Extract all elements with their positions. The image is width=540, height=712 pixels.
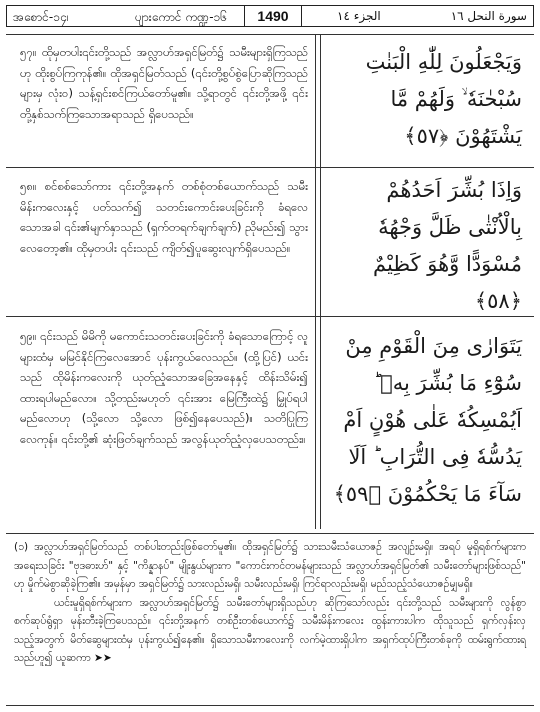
verse-table	[6, 34, 534, 529]
footnote-paragraph: ယင်းမူရှိရစ်က်များက အလ္လာဟ်အရှင်မြတ်၌ သမီးတော်များရှိသည်ဟု ဆိုကြသော်လည်း ၎င်းတို့သည် သမီးများကို လွန်စွာ စက်ဆုပ်ရွံရှာ မုန်းတီးခဲ့ကြပေသည်။ ၎င်းတို့အနက် တစ်ဦးတစ်ယောက်၌ သမီးမိန်းကလေး ထွန်းကားပါက ထိုသူသည် ရှက်လှန်းလှသည့်အတွက် မိတ်ဆွေများထံမှ ပုန်းကွယ်၍နေ၏။ ရှိသောသမီးကလေးကို လက်မဲ့ထားရှိပါက အရှက်ထုပ်ကြီးတစ်ခုကို ထမ်းရွက်ထားရသည်ဟူ၍ ယူဆကာ ➤➤	[14, 596, 526, 664]
footnote-separator	[6, 533, 534, 534]
page-bottom-border	[6, 705, 534, 706]
juz-label: الجزء ١٤	[337, 9, 381, 23]
column-divider-inner	[320, 34, 321, 529]
series-label: အစောင်-၁၄၊	[13, 10, 69, 24]
surah-label: سورة النحل ١٦	[450, 9, 527, 23]
row-divider	[6, 316, 534, 317]
column-divider	[315, 34, 316, 529]
page-number: 1490	[244, 5, 302, 27]
verse-59-arabic: يَتَوَارٰى مِنَ الْقَوْمِ مِنْ سُوْٓءِ مَا بُشِّرَ بِهٖ ؕ اَيُمْسِكُهٗ عَلٰى هُوْنٍ اَمْ يَدُسُّهٗ فِى التُّرَابِ ؕ اَلَا سَآءَ مَا يَحْكُمُوْنَ ﴿٥٩﴾	[333, 334, 522, 506]
verse-57-arabic: وَيَجْعَلُونَ لِلّٰهِ الْبَنٰتِ سُبْحٰنَهٗ ۙ وَلَهُمْ مَّا يَشْتَهُوْنَ ﴿٥٧﴾	[365, 50, 522, 148]
row-divider	[6, 167, 534, 168]
verse-58-translation: ၅၈။ စင်စစ်သော်ကား ၎င်းတို့အနက် တစ်စုံတစ်ယောက်သည် သမီးမိန်းကလေးနှင့် ပတ်သက်၍ သတင်းကောင်းပေးခြင်းကို ခံရလေသောအခါ ၎င်း၏မျက်နှာသည် (ရှက်တရက်ချက်ချက်) ညိုမည်း၍ သွားလေတော့၏။ ထိုမှတပါး ၎င်းသည် ကျိတ်၍ပူဆွေးလျက်ရှိပေသည်။	[20, 179, 308, 255]
footnote-paragraph: (၁) အလ္လာဟ်အရှင်မြတ်သည် တစ်ပါးတည်းဖြစ်တော်မူ၏။ ထိုအရှင်မြတ်၌ သားသမီးသံယောဇဉ် အလျဉ်းမရှိ။ အရပ် မူရှိရစ်က်များက အရေးသခြင်း "ဗုဒဓားဟ်" နှင့် "ကိန္နာနပ်" မျိုးနွယ်များက "ကောင်းကင်တမန်များသည် အလ္လာဟ်အရှင်မြတ်၏ သမီးတော်များဖြစ်သည်" ဟု မှိုက်မဲစွာဆိုခဲ့ကြ၏။ အမှန်မှာ အရှင်မြတ်၌ သားလည်းမရှိ၊ သမီးလည်းမရှိ၊ ကြင်ရာလည်းမရှိ၊ မည်သည့်သံယောဇဉ်မျှမရှိ။	[14, 541, 526, 590]
verse-58-arabic: وَاِذَا بُشِّرَ اَحَدُهُمْ بِالْاُنْثٰى ظَلَّ وَجْهُهٗ مُسْوَدًّا وَّهُوَ كَظِيْمٌ ﴿٥٨﴾	[373, 178, 522, 313]
table-top-border	[6, 34, 534, 35]
section-label: ပျားကောင် ကဏ္ဍ-၁၆	[135, 10, 228, 24]
footnote	[14, 538, 526, 668]
verse-57-translation: ၅၇။ ထိုမှတပါး၎င်းတို့သည် အလ္လာဟ်အရှင်မြတ်၌ သမီးများရှိကြသည်ဟု ထိုးစွပ်ကြကုန်၏။ ထိုအရှင်မြတ်သည် (၎င်းတို့စွပ်စွဲပြောဆိုကြသည်များမှ လုံး၀) သန့်ရှင်းစင်ကြယ်တော်မူ၏။ သို့ရာတွင် ၎င်းတို့အဖို့ ၎င်းတို့နှစ်သက်ကြသောအရာသည် ရှိပေသည်။	[20, 45, 308, 121]
verse-59-translation: ၅၉။ ၎င်းသည် မိမိကို မကောင်းသတင်းပေးခြင်းကို ခံရသောကြောင့် လူများထံမှ မမြင်နိုင်ကြလေအောင် ပုန်းကွယ်လေသည်။ (ထို့ပြင်) ယင်းသည် ထိုမိန်းကလေးကို ယုတ်ညံ့သောအခြေအနေနှင့် ထိန်းသိမ်း၍ ထားရပါမည်လော။ သို့တည်းမဟုတ် ၎င်းအား မြေကြီးထဲ၌ မြှုပ်ရပါမည်လောဟု (သို့လော သို့လော ဖြစ်၍နေပေသည်)။ သတိပြုကြလေကုန်။ ၎င်းတို့၏ ဆုံးဖြတ်ချက်သည် အလွန်ယုတ်ညံ့လှပေသတည်း။	[20, 329, 308, 446]
page-header	[6, 5, 534, 27]
